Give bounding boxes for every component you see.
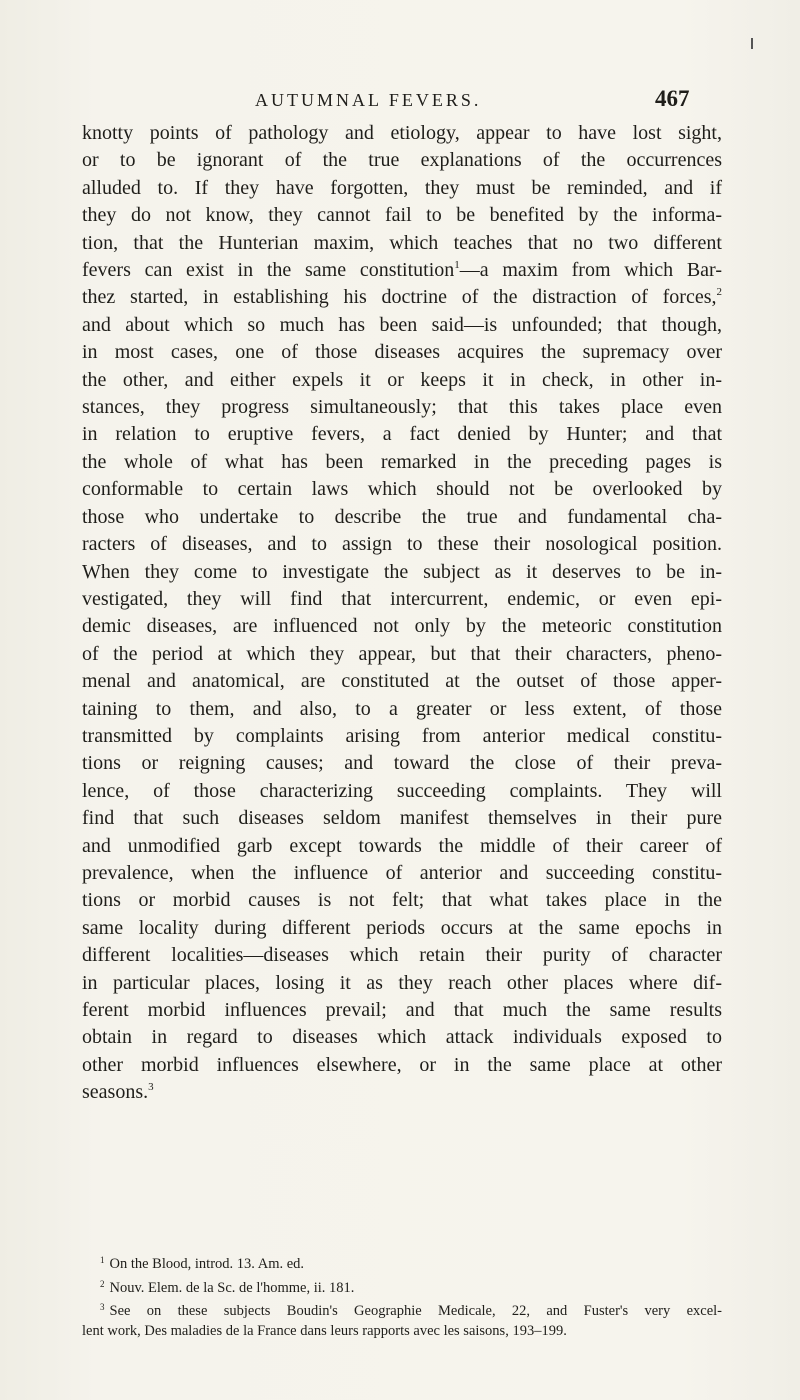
text-line: racters of diseases, and to assign to these their nosological position. [82, 533, 722, 556]
footnote-ref: 2 [716, 286, 722, 299]
text-line: different localities—diseases which retain their purity of character [82, 944, 722, 967]
text-line: menal and anatomical, are constituted at the outset of those apper- [82, 670, 722, 693]
text-line: lence, of those characterizing succeeding complaints. They will [82, 779, 722, 802]
text-line: demic diseases, are influenced not only by the meteoric constitution [82, 615, 722, 638]
footnotes [82, 1251, 722, 1341]
footnote [82, 1275, 722, 1299]
footnote-ref: 1 [454, 259, 460, 272]
body-text [82, 120, 722, 1107]
text-line: they do not know, they cannot fail to be benefited by the informa- [82, 204, 722, 227]
text-line: tions or reigning causes; and toward the close of their preva- [82, 752, 722, 775]
stray-mark [751, 38, 753, 49]
text-line: in most cases, one of those diseases acquires the supremacy over [82, 341, 722, 364]
text-line: and unmodified garb except towards the middle of their career of [82, 834, 722, 857]
text-line: taining to them, and also, to a greater or less extent, of those [82, 697, 722, 720]
text-line: same locality during different periods occurs at the same epochs in [82, 916, 722, 939]
footnote [82, 1298, 722, 1322]
text-line: seasons.$^3$ [82, 1081, 154, 1104]
text-line: stances, they progress simultaneously; that this takes place even [82, 396, 722, 419]
text-line: in particular places, losing it as they reach other places where dif- [82, 971, 722, 994]
text-line: knotty points of pathology and etiology, appear to have lost sight, [82, 122, 722, 144]
text-line: obtain in regard to diseases which attack individuals exposed to [82, 1026, 722, 1049]
text-line: transmitted by complaints arising from anterior medical constitu- [82, 724, 722, 747]
text-line: prevalence, when the influence of anterior and succeeding constitu- [82, 861, 722, 884]
text-line: alluded to. If they have forgotten, they must be reminded, and if [82, 176, 722, 199]
text-line: those who undertake to describe the true and fundamental cha- [82, 505, 722, 528]
page-header [82, 82, 722, 122]
footnote-text: lent work, Des maladies de la France dans leurs rapports avec les saisons, 193–199. [82, 1322, 567, 1339]
text-line: thez started, in establishing his doctrine of the distraction of forces,$^2$ [82, 286, 722, 309]
footnote-ref: 3 [148, 1081, 154, 1094]
text-line: other morbid influences elsewhere, or in the same place at other [82, 1053, 722, 1076]
text-line: or to be ignorant of the true explanations of the occurrences [82, 149, 722, 172]
footnote-continuation [82, 1322, 722, 1342]
text-line: the whole of what has been remarked in the preceding pages is [82, 450, 722, 473]
running-head: AUTUMNAL FEVERS. [255, 90, 482, 110]
text-line: vestigated, they will find that intercurrent, endemic, or even epi- [82, 587, 722, 610]
text-line: conformable to certain laws which should not be overlooked by [82, 478, 722, 501]
text-line: find that such diseases seldom manifest themselves in their pure [82, 807, 722, 830]
footnote [82, 1251, 722, 1275]
footnote-mark: 3 [100, 1302, 105, 1312]
text-line: in relation to eruptive fevers, a fact denied by Hunter; and that [82, 423, 722, 446]
footnote-mark: 2 [100, 1278, 105, 1289]
footnote-text: On the Blood, introd. 13. Am. ed. [109, 1256, 305, 1272]
text-line: the other, and either expels it or keeps it in check, in other in- [82, 368, 722, 391]
text-line: tion, that the Hunterian maxim, which teaches that no two different [82, 231, 722, 254]
text-line: of the period at which they appear, but that their characters, pheno- [82, 642, 722, 665]
footnote-text: See on these subjects Boudin's Geographie Medicale, 22, and Fuster's very excel- [109, 1303, 722, 1319]
text-line: fevers can exist in the same constitution$^1$—a maxim from which Bar- [82, 259, 722, 282]
text-line: tions or morbid causes is not felt; that what takes place in the [82, 889, 722, 912]
text-line: When they come to investigate the subject as it deserves to be in- [82, 560, 722, 583]
footnote-text: Nouv. Elem. de la Sc. de l'homme, ii. 181. [109, 1279, 355, 1296]
page-number: 467 [655, 86, 690, 111]
text-line: ferent morbid influences prevail; and that much the same results [82, 999, 722, 1021]
footnote-mark: 1 [100, 1255, 105, 1265]
text-line: and about which so much has been said—is unfounded; that though, [82, 313, 722, 336]
